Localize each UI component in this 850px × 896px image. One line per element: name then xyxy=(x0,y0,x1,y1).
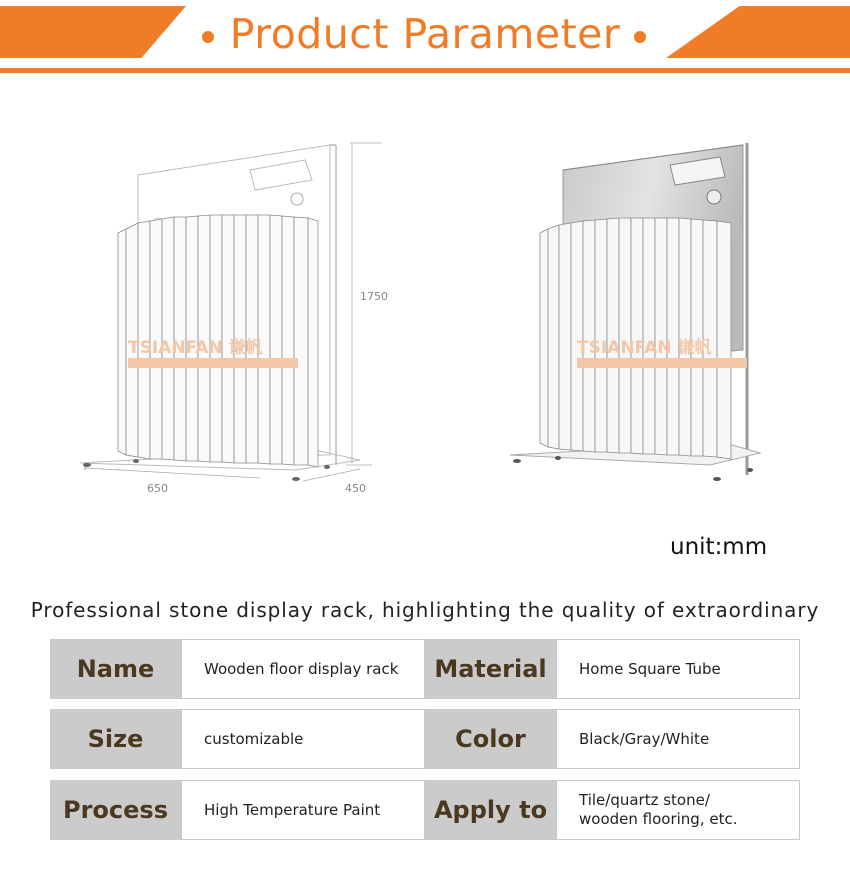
watermark-text: TSIANFAN 谦帆 xyxy=(577,338,712,358)
param-value-color: Black/Gray/White xyxy=(556,709,800,769)
product-render xyxy=(495,125,785,495)
page-title: Product Parameter xyxy=(229,10,621,58)
param-key-name: Name xyxy=(50,639,181,699)
param-key-material: Material xyxy=(425,639,556,699)
param-value-process: High Temperature Paint xyxy=(181,780,425,840)
apply-to-line-2: wooden flooring, etc. xyxy=(579,810,738,828)
dimension-drawing xyxy=(50,125,410,505)
param-key-size: Size xyxy=(50,709,181,769)
tagline: Professional stone display rack, highlighting the quality of extraordinary xyxy=(30,598,820,622)
width-dimension-label: 650 xyxy=(147,482,168,495)
param-row xyxy=(50,780,800,840)
unit-label: unit:mm xyxy=(670,534,768,560)
param-value-name: Wooden floor display rack xyxy=(181,639,425,699)
param-row xyxy=(50,639,800,699)
apply-to-line-1: Tile/quartz stone/ xyxy=(579,791,710,809)
depth-dimension-label: 450 xyxy=(345,482,366,495)
header-banner xyxy=(0,0,850,76)
param-key-process: Process xyxy=(50,780,181,840)
param-value-size: customizable xyxy=(181,709,425,769)
watermark-band xyxy=(577,358,747,368)
param-row xyxy=(50,709,800,769)
param-value-apply-to xyxy=(556,780,800,840)
param-value-material: Home Square Tube xyxy=(556,639,800,699)
param-key-apply-to: Apply to xyxy=(425,780,556,840)
height-dimension-label: 1750 xyxy=(360,290,388,303)
watermark-text: TSIANFAN 谦帆 xyxy=(128,338,263,358)
watermark-band xyxy=(128,358,298,368)
banner-underline xyxy=(0,68,850,73)
param-key-color: Color xyxy=(425,709,556,769)
